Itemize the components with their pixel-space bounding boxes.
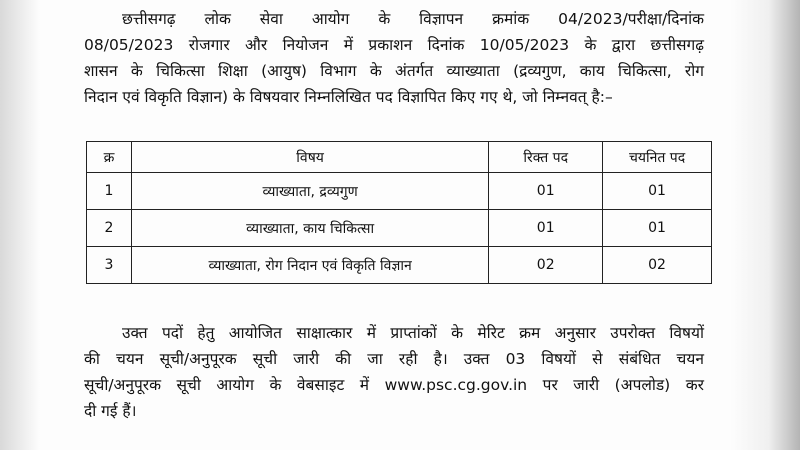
selection-line: उक्त पदों हेतु आयोजित साक्षात्कार में प्राप्तांकों के मेरिट क्रम अनुसार उपरोक्त विषयों [122, 324, 704, 342]
selection-list-paragraph [84, 320, 704, 424]
cell-selected: 02 [603, 247, 712, 284]
table-row [87, 173, 712, 210]
cell-vacant: 01 [489, 210, 603, 247]
scan-edge-right [730, 0, 800, 450]
table-row [87, 210, 712, 247]
posts-table [86, 141, 712, 284]
intro-line: निदान एवं विकृति विज्ञान) के विषयवार निम्नलिखित पद विज्ञापित किए गए थे, जो निम्नवत् है:– [84, 88, 613, 106]
cell-subject: व्याख्याता, द्रव्यगुण [131, 173, 488, 210]
table-row [87, 247, 712, 284]
cell-serial: 2 [87, 210, 132, 247]
intro-line: 08/05/2023 रोजगार और नियोजन में प्रकाशन दिनांक 10/05/2023 के द्वारा छत्तीसगढ़ [84, 36, 704, 54]
cell-subject: व्याख्याता, काय चिकित्सा [131, 210, 488, 247]
cell-subject: व्याख्याता, रोग निदान एवं विकृति विज्ञान [131, 247, 488, 284]
selection-line: सूची/अनुपूरक सूची आयोग के वेबसाइट में www.psc.cg.gov.in पर जारी (अपलोड) कर [84, 376, 704, 394]
cell-serial: 3 [87, 247, 132, 284]
cell-selected: 01 [603, 173, 712, 210]
cell-vacant: 01 [489, 173, 603, 210]
header-selected: चयनित पद [603, 142, 712, 173]
scan-edge-left [0, 0, 40, 450]
cell-vacant: 02 [489, 247, 603, 284]
selection-line: दी गई हैं। [84, 402, 137, 420]
cell-serial: 1 [87, 173, 132, 210]
cell-selected: 01 [603, 210, 712, 247]
header-subject: विषय [131, 142, 488, 173]
table-header-row [87, 142, 712, 173]
intro-line: छत्तीसगढ़ लोक सेवा आयोग के विज्ञापन क्रमांक 04/2023/परीक्षा/दिनांक [122, 10, 704, 28]
intro-line: शासन के चिकित्सा शिक्षा (आयुष) विभाग के अंतर्गत व्याख्याता (द्रव्यगुण, काय चिकित्सा, रोग [84, 62, 704, 80]
selection-line: की चयन सूची/अनुपूरक सूची जारी की जा रही है। उक्त 03 विषयों से संबंधित चयन [84, 350, 704, 368]
intro-paragraph [84, 6, 704, 110]
header-serial: क्र [87, 142, 132, 173]
header-vacant: रिक्त पद [489, 142, 603, 173]
